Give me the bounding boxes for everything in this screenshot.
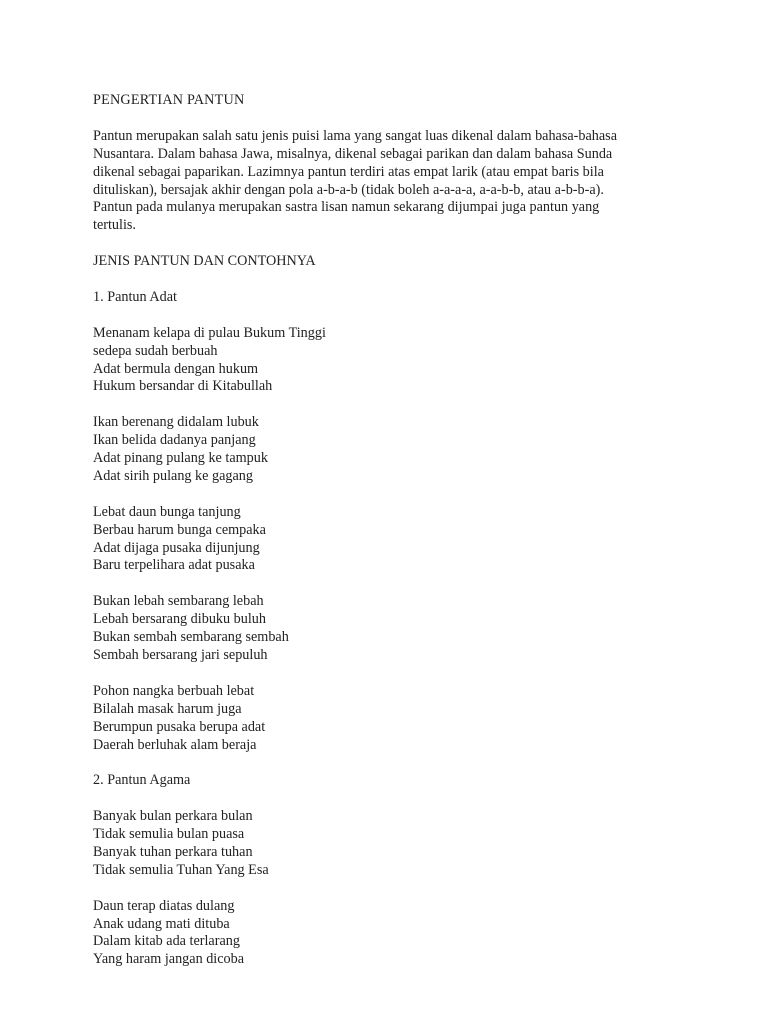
- section-title-pantun-adat: 1. Pantun Adat: [93, 288, 177, 305]
- verse-line: Tidak semulia bulan puasa: [93, 826, 245, 842]
- intro-line: tertulis.: [93, 217, 136, 234]
- verse-line: Berbau harum bunga cempaka: [93, 521, 266, 538]
- verse-line: Berumpun pusaka berupa adat: [93, 718, 266, 735]
- verse-line: Lebat daun bunga tanjung: [93, 503, 241, 520]
- verse-line: Anak udang mati dituba: [93, 915, 230, 932]
- verse-line: Ikan berenang didalam lubuk: [93, 414, 259, 431]
- subtitle-heading: JENIS PANTUN DAN CONTOHNYA: [93, 253, 316, 270]
- intro-paragraph: [93, 128, 713, 235]
- verse-line: Tidak semulia Tuhan Yang Esa: [93, 861, 269, 878]
- stanza: [93, 683, 713, 755]
- stanza: [93, 414, 713, 486]
- verse-line: Daun terap diatas dulang: [93, 897, 235, 914]
- verse-line: Adat dijaga pusaka dijunjung: [93, 539, 260, 556]
- verse-line: Bilalah masak harum juga: [93, 700, 242, 717]
- verse-line: Sembah bersarang jari sepuluh: [93, 646, 268, 663]
- stanza: [93, 593, 713, 665]
- verse-line: Baru terpelihara adat pusaka: [93, 557, 255, 574]
- stanza: [93, 504, 713, 576]
- intro-line: Pantun pada mulanya merupakan sastra lisan namun sekarang dijumpai juga pantun yang: [93, 199, 600, 216]
- verse-line: Pohon nangka berbuah lebat: [93, 682, 255, 699]
- verse-line: Adat pinang pulang ke tampuk: [93, 450, 268, 467]
- verse-line: Menanam kelapa di pulau Bukum Tinggi: [93, 324, 326, 341]
- verse-line: Bukan lebah sembarang lebah: [93, 593, 264, 610]
- verse-line: Bukan sembah sembarang sembah: [93, 629, 289, 646]
- verse-line: Dalam kitab ada terlarang: [93, 933, 240, 950]
- verse-line: Banyak tuhan perkara tuhan: [93, 843, 253, 860]
- intro-line: Pantun merupakan salah satu jenis puisi lama yang sangat luas dikenal dalam bahasa-bahasa: [93, 127, 617, 144]
- verse-line: Hukum bersandar di Kitabullah: [93, 378, 273, 395]
- stanza: [93, 898, 713, 970]
- verse-line: Daerah berluhak alam beraja: [93, 736, 257, 753]
- stanza: [93, 808, 713, 880]
- intro-line: dikenal sebagai paparikan. Lazimnya pantun terdiri atas empat larik (atau empat baris bila: [93, 163, 604, 180]
- verse-line: Banyak bulan perkara bulan: [93, 808, 253, 825]
- document-page: [93, 92, 713, 987]
- intro-line: dituliskan), bersajak akhir dengan pola a-b-a-b (tidak boleh a-a-a-a, a-a-b-b, atau a-b-b-a).: [93, 181, 604, 198]
- stanza: [93, 325, 713, 397]
- verse-line: Adat sirih pulang ke gagang: [93, 467, 253, 484]
- verse-line: sedepa sudah berbuah: [93, 342, 218, 359]
- section-title-pantun-agama: 2. Pantun Agama: [93, 772, 191, 789]
- verse-line: Lebah bersarang dibuku buluh: [93, 611, 266, 628]
- verse-line: Yang haram jangan dicoba: [93, 951, 245, 968]
- intro-line: Nusantara. Dalam bahasa Jawa, misalnya, dikenal sebagai parikan dan dalam bahasa Sunda: [93, 145, 613, 162]
- verse-line: Adat bermula dengan hukum: [93, 360, 259, 377]
- verse-line: Ikan belida dadanya panjang: [93, 432, 256, 449]
- document-title: PENGERTIAN PANTUN: [93, 92, 245, 108]
